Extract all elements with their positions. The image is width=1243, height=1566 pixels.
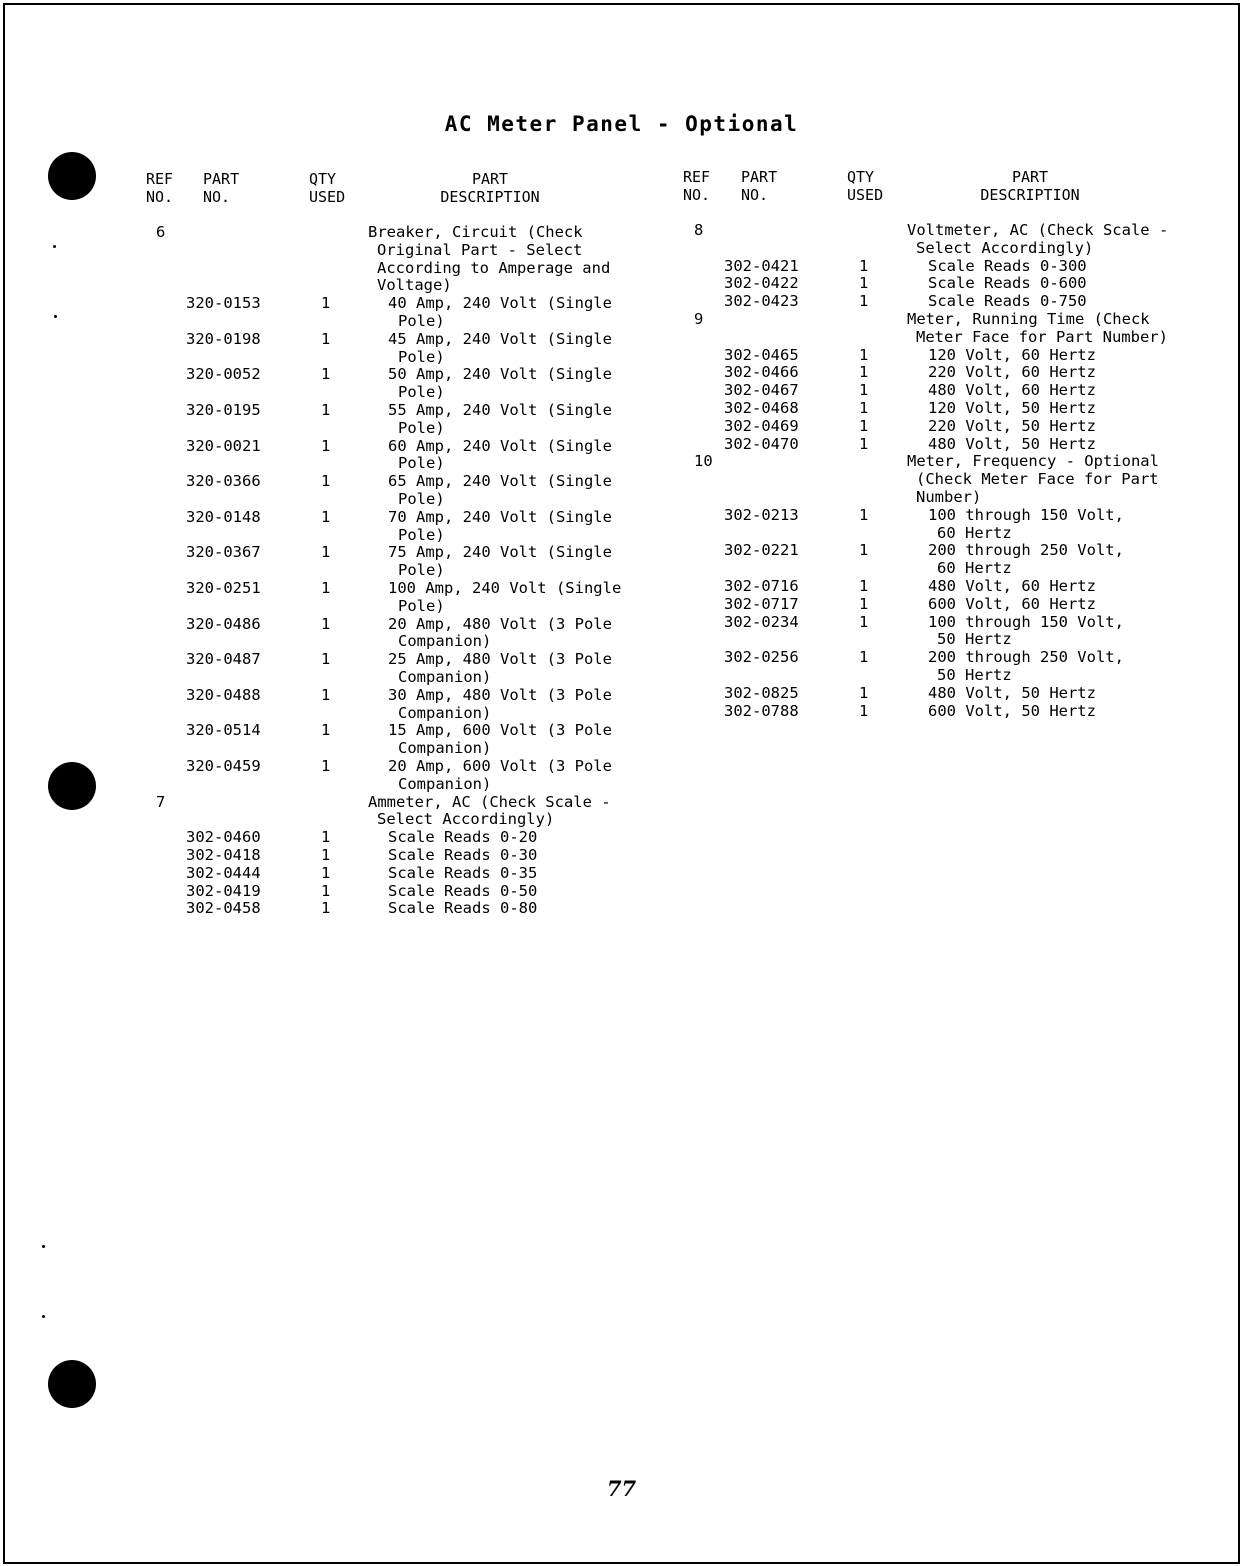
part-number: 302-0788: [724, 701, 799, 720]
part-number: 302-0825: [724, 683, 799, 702]
part-number: 302-0467: [724, 381, 799, 400]
part-description: 20 Amp, 480 Volt (3 Pole: [388, 614, 612, 633]
header-ref-line1: REF: [683, 168, 711, 186]
binder-hole: [48, 762, 96, 810]
scan-speck: [42, 1245, 45, 1248]
qty-used: 1: [859, 363, 869, 382]
part-description: 600 Volt, 60 Hertz: [928, 594, 1096, 613]
qty-used: 1: [321, 614, 331, 633]
part-description: Pole): [398, 525, 445, 544]
group-description: Select Accordingly): [377, 810, 555, 829]
qty-used: 1: [859, 399, 869, 417]
qty-used: 1: [859, 274, 869, 293]
part-description: Companion): [398, 668, 492, 686]
part-number: 320-0052: [186, 365, 261, 384]
part-description: 200 through 250 Volt,: [928, 541, 1124, 560]
part-number: 302-0444: [186, 863, 261, 882]
header-ref: [146, 170, 173, 206]
binder-hole: [48, 152, 96, 200]
ref-number: 6: [156, 223, 166, 241]
part-description: Pole): [398, 312, 445, 330]
qty-used: 1: [321, 436, 331, 455]
part-description: 220 Volt, 50 Hertz: [928, 416, 1096, 435]
qty-used: 1: [321, 365, 331, 384]
scan-speck: [54, 315, 57, 318]
header-qty-line1: QTY: [847, 168, 875, 186]
part-description: Companion): [398, 774, 492, 793]
part-description: Scale Reads 0-300: [928, 256, 1087, 275]
header-ref-line1: REF: [146, 170, 174, 188]
header-part-line1: PART: [203, 170, 240, 188]
part-number: 320-0198: [186, 329, 261, 348]
header-ref: [683, 168, 710, 204]
group-description: Original Part - Select: [377, 240, 583, 259]
part-number: 302-0422: [724, 274, 799, 293]
page-title: AC Meter Panel - Optional: [444, 112, 799, 136]
part-description: 55 Amp, 240 Volt (Single: [388, 401, 612, 419]
header-part-no: [741, 168, 777, 204]
qty-used: 1: [321, 507, 331, 526]
part-number: 320-0366: [186, 472, 261, 491]
part-number: 302-0470: [724, 434, 799, 453]
group-description: Number): [916, 488, 982, 506]
part-description: Scale Reads 0-750: [928, 292, 1087, 311]
part-number: 320-0195: [186, 401, 261, 419]
part-number: 302-0419: [186, 881, 261, 900]
qty-used: 1: [859, 416, 869, 435]
part-number: 320-0148: [186, 507, 261, 526]
header-description: [412, 170, 568, 206]
header-ref-line2: NO.: [683, 186, 711, 204]
qty-used: 1: [859, 381, 869, 400]
part-description: Pole): [398, 490, 445, 508]
part-number: 320-0251: [186, 579, 261, 597]
part-number: 302-0213: [724, 505, 799, 524]
part-description: Pole): [398, 596, 445, 615]
qty-used: 1: [321, 294, 331, 313]
part-description: 480 Volt, 60 Hertz: [928, 381, 1096, 400]
header-qty-line1: QTY: [309, 170, 337, 188]
header-qty: [309, 170, 345, 206]
qty-used: 1: [859, 648, 869, 667]
qty-used: 1: [321, 846, 331, 864]
ref-number: 8: [694, 221, 704, 239]
qty-used: 1: [859, 256, 869, 275]
qty-used: 1: [859, 612, 869, 631]
qty-used: 1: [859, 434, 869, 453]
part-number: 302-0716: [724, 577, 799, 595]
group-description: Voltage): [377, 276, 452, 295]
qty-used: 1: [859, 594, 869, 613]
part-description: 480 Volt, 50 Hertz: [928, 683, 1096, 702]
group-description: Breaker, Circuit (Check: [368, 223, 583, 241]
part-number: 302-0234: [724, 612, 799, 631]
part-number: 302-0418: [186, 846, 261, 864]
qty-used: 1: [321, 543, 331, 562]
part-number: 302-0421: [724, 256, 799, 275]
page-number: 77: [606, 1476, 637, 1501]
part-description: 40 Amp, 240 Volt (Single: [388, 294, 612, 313]
group-description: Meter, Frequency - Optional: [907, 452, 1159, 471]
part-number: 302-0423: [724, 292, 799, 311]
part-number: 302-0466: [724, 363, 799, 382]
qty-used: 1: [321, 881, 331, 900]
part-number: 320-0153: [186, 294, 261, 313]
part-number: 320-0486: [186, 614, 261, 633]
part-description: Pole): [398, 561, 445, 580]
part-number: 302-0256: [724, 648, 799, 667]
part-description: Pole): [398, 347, 445, 366]
part-number: 320-0367: [186, 543, 261, 562]
part-description: 15 Amp, 600 Volt (3 Pole: [388, 721, 612, 740]
header-description: [952, 168, 1108, 204]
header-desc-line1: PART: [471, 170, 509, 188]
part-description: 60 Amp, 240 Volt (Single: [388, 436, 612, 455]
part-description: Scale Reads 0-600: [928, 274, 1087, 293]
part-description: Companion): [398, 739, 492, 758]
header-part-no: [203, 170, 239, 206]
part-description: 480 Volt, 50 Hertz: [928, 434, 1096, 453]
part-description: Companion): [398, 632, 492, 651]
header-desc-line2: DESCRIPTION: [980, 186, 1080, 204]
part-description: 45 Amp, 240 Volt (Single: [388, 329, 612, 348]
part-number: 302-0460: [186, 828, 261, 847]
part-number: 302-0468: [724, 399, 799, 417]
group-description: Meter, Running Time (Check: [907, 310, 1150, 328]
qty-used: 1: [321, 863, 331, 882]
qty-used: 1: [859, 683, 869, 702]
part-number: 320-0021: [186, 436, 261, 455]
binder-hole: [48, 1360, 96, 1408]
qty-used: 1: [321, 472, 331, 491]
part-description: Pole): [398, 454, 445, 473]
qty-used: 1: [321, 579, 331, 597]
part-description: Scale Reads 0-20: [388, 828, 538, 847]
part-description: Scale Reads 0-35: [388, 863, 538, 882]
header-part-line2: NO.: [203, 188, 231, 206]
qty-used: 1: [321, 401, 331, 419]
group-description: Voltmeter, AC (Check Scale -: [907, 221, 1169, 239]
header-qty: [847, 168, 883, 204]
part-description: Scale Reads 0-80: [388, 899, 538, 918]
qty-used: 1: [321, 685, 331, 704]
qty-used: 1: [321, 329, 331, 348]
scan-speck: [42, 1315, 45, 1318]
group-description: Meter Face for Part Number): [916, 327, 1168, 346]
qty-used: 1: [859, 345, 869, 364]
qty-used: 1: [859, 701, 869, 720]
part-description: 200 through 250 Volt,: [928, 648, 1124, 667]
header-desc-line2: DESCRIPTION: [440, 188, 540, 206]
part-description: Companion): [398, 703, 492, 722]
part-description: Scale Reads 0-30: [388, 846, 538, 864]
qty-used: 1: [321, 721, 331, 740]
part-description: 50 Hertz: [937, 666, 1012, 684]
ref-number: 7: [156, 792, 166, 811]
qty-used: 1: [321, 899, 331, 918]
part-description: Pole): [398, 418, 445, 437]
part-description: 50 Amp, 240 Volt (Single: [388, 365, 612, 384]
part-description: 25 Amp, 480 Volt (3 Pole: [388, 650, 612, 669]
qty-used: 1: [321, 757, 331, 775]
qty-used: 1: [859, 541, 869, 560]
header-part-line1: PART: [741, 168, 778, 186]
qty-used: 1: [321, 828, 331, 847]
group-description: According to Amperage and: [377, 258, 611, 277]
group-description: Select Accordingly): [916, 238, 1094, 257]
scan-speck: [53, 245, 56, 248]
part-description: 50 Hertz: [937, 630, 1012, 649]
qty-used: 1: [859, 292, 869, 311]
group-description: (Check Meter Face for Part: [916, 470, 1159, 489]
part-description: 600 Volt, 50 Hertz: [928, 701, 1096, 720]
part-number: 302-0717: [724, 594, 799, 613]
part-number: 302-0469: [724, 416, 799, 435]
part-number: 302-0221: [724, 541, 799, 560]
part-number: 320-0488: [186, 685, 261, 704]
header-qty-line2: USED: [309, 188, 346, 206]
part-description: 30 Amp, 480 Volt (3 Pole: [388, 685, 612, 704]
part-description: 75 Amp, 240 Volt (Single: [388, 543, 612, 562]
header-part-line2: NO.: [741, 186, 769, 204]
qty-used: 1: [859, 505, 869, 524]
part-description: Pole): [398, 383, 445, 402]
part-description: 65 Amp, 240 Volt (Single: [388, 472, 612, 491]
ref-number: 10: [694, 452, 713, 471]
part-description: Scale Reads 0-50: [388, 881, 538, 900]
ref-number: 9: [694, 310, 704, 328]
part-description: 120 Volt, 50 Hertz: [928, 399, 1096, 417]
part-description: 20 Amp, 600 Volt (3 Pole: [388, 757, 612, 775]
part-number: 320-0514: [186, 721, 261, 740]
qty-used: 1: [321, 650, 331, 669]
part-description: 480 Volt, 60 Hertz: [928, 577, 1096, 595]
part-description: 60 Hertz: [937, 559, 1012, 578]
part-description: 100 through 150 Volt,: [928, 505, 1124, 524]
header-desc-line1: PART: [1011, 168, 1049, 186]
part-number: 302-0458: [186, 899, 261, 918]
part-number: 302-0465: [724, 345, 799, 364]
part-number: 320-0459: [186, 757, 261, 775]
qty-used: 1: [859, 577, 869, 595]
part-description: 220 Volt, 60 Hertz: [928, 363, 1096, 382]
part-description: 120 Volt, 60 Hertz: [928, 345, 1096, 364]
part-description: 70 Amp, 240 Volt (Single: [388, 507, 612, 526]
group-description: Ammeter, AC (Check Scale -: [368, 792, 611, 811]
part-description: 100 Amp, 240 Volt (Single: [388, 579, 622, 597]
part-description: 60 Hertz: [937, 523, 1012, 542]
header-ref-line2: NO.: [146, 188, 174, 206]
part-number: 320-0487: [186, 650, 261, 669]
header-qty-line2: USED: [847, 186, 884, 204]
part-description: 100 through 150 Volt,: [928, 612, 1124, 631]
